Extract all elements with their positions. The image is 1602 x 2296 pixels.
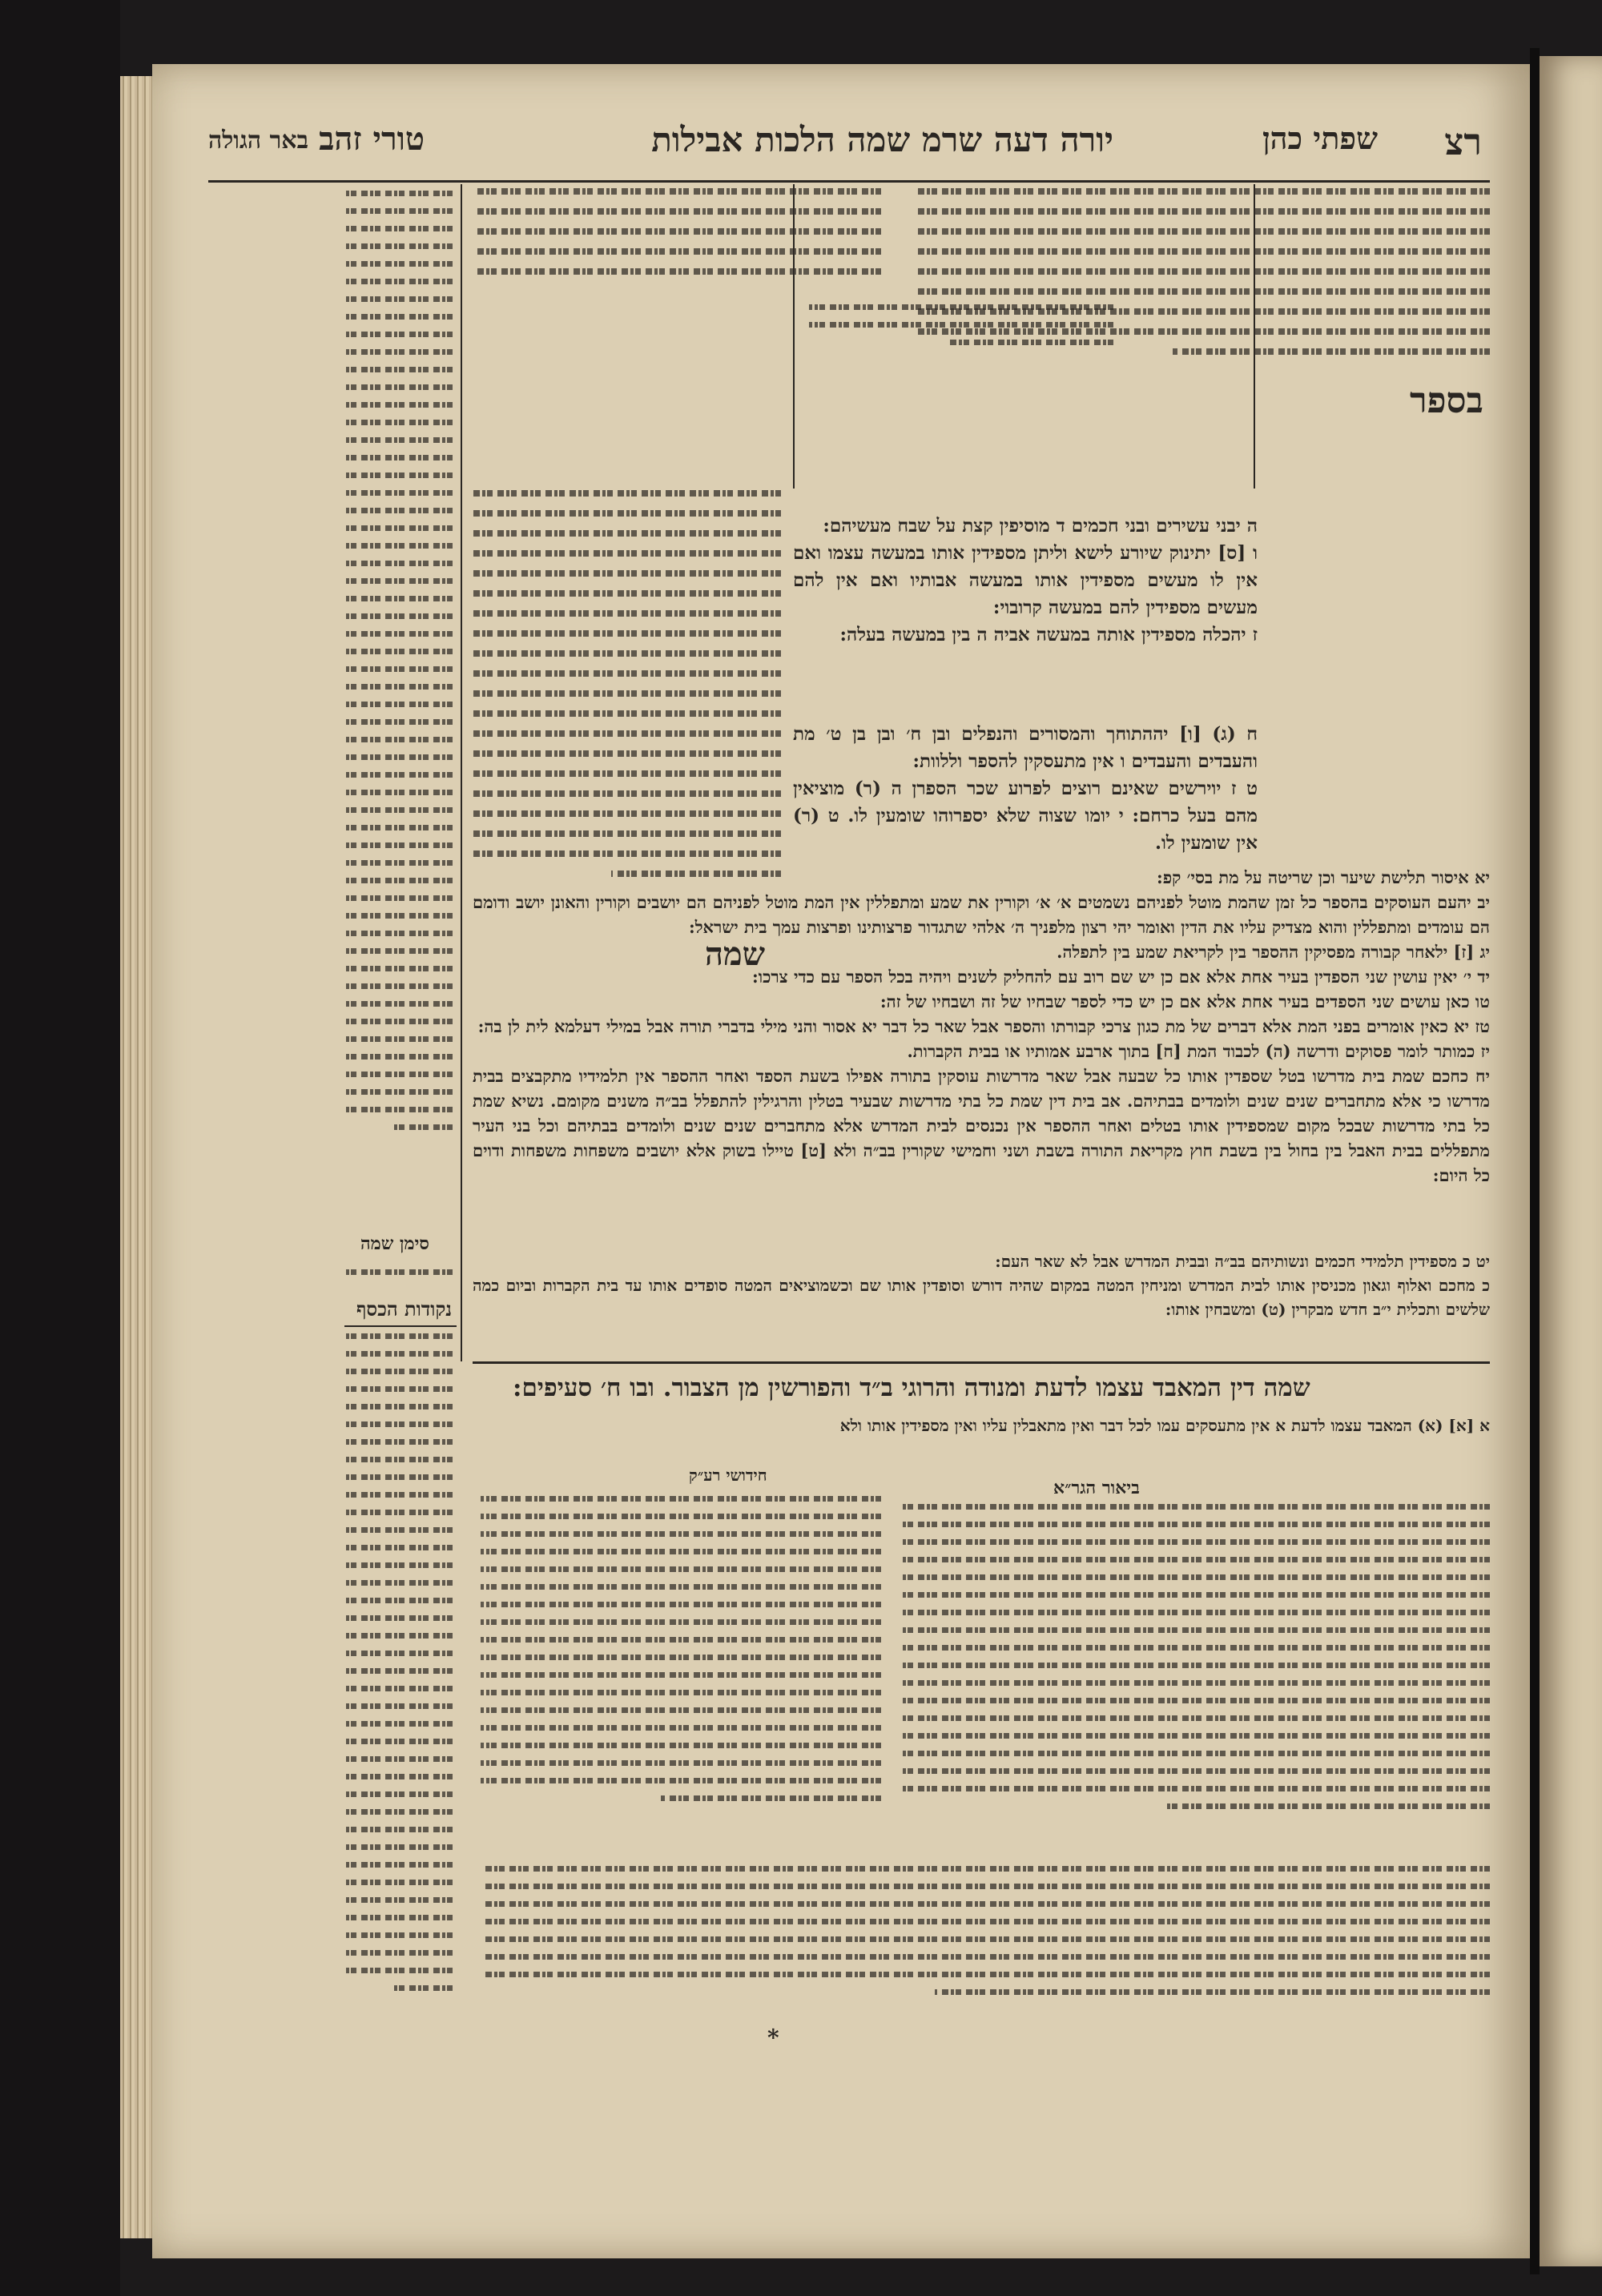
text-line xyxy=(344,1862,453,1868)
biur-hagra-text xyxy=(901,1504,1490,1821)
text-line xyxy=(344,860,453,866)
text-line xyxy=(344,790,453,795)
text-line xyxy=(344,1527,453,1533)
shach-siman-label: שמה xyxy=(705,935,766,973)
text-line xyxy=(344,1844,453,1850)
text-line xyxy=(393,1985,453,1991)
text-line xyxy=(344,1404,453,1409)
header-rule xyxy=(208,180,1490,183)
text-line xyxy=(473,650,781,657)
beer-hagolah-notes xyxy=(344,191,453,1142)
text-line xyxy=(344,983,453,989)
header-beer-hagolah: באר הגולה xyxy=(208,127,309,155)
text-line xyxy=(473,830,781,837)
asterisk-mark: * xyxy=(767,2025,779,2051)
text-line xyxy=(611,871,781,877)
text-line xyxy=(473,248,881,255)
text-line xyxy=(344,1668,453,1674)
text-line xyxy=(344,772,453,778)
text-line xyxy=(344,543,453,549)
main-paragraph: ח (ג) [ו] יההתוחך והמסורים והנפלים ובן ח׳ ובן בן ט׳ מת והעבדים והעבדים ו אין מתעסקין להספר וללוות: xyxy=(793,723,1258,772)
text-line xyxy=(901,1733,1490,1739)
text-line xyxy=(344,191,453,196)
text-line xyxy=(344,948,453,954)
text-line xyxy=(901,1522,1490,1527)
siman-first-line: א [א] (א) המאבד עצמו לדעת א אין מתעסקים עמו לכל דבר ואין מתאבלין עליו ואין מספידין אותו ולא xyxy=(839,1416,1490,1435)
text-line xyxy=(473,710,781,717)
siman-shemah-label: סימן שמה xyxy=(360,1233,429,1254)
text-line xyxy=(901,1768,1490,1774)
text-line xyxy=(809,322,1113,328)
text-line xyxy=(393,1124,453,1130)
text-line xyxy=(344,1545,453,1550)
text-line xyxy=(344,702,453,707)
text-line xyxy=(473,590,781,597)
text-line xyxy=(344,1932,453,1938)
main-paragraph: יז כמותר לומר פסוקים ודרשה (ה) לכבוד המת [ח] בתוך ארבע אמותיו או בבית הקברות. xyxy=(907,1041,1490,1061)
text-line xyxy=(344,1580,453,1586)
divider xyxy=(344,1325,457,1327)
text-line xyxy=(344,737,453,742)
text-line xyxy=(344,332,453,337)
text-line xyxy=(344,472,453,478)
text-line xyxy=(344,613,453,619)
text-line xyxy=(344,842,453,848)
text-line xyxy=(473,228,881,235)
text-line xyxy=(661,1795,881,1801)
shach-note xyxy=(809,304,1113,357)
text-line xyxy=(344,525,453,531)
text-line xyxy=(344,314,453,320)
text-line xyxy=(344,1880,453,1885)
main-opening-word: בספר xyxy=(1410,380,1483,421)
text-line xyxy=(481,1919,1490,1924)
text-line xyxy=(481,1619,881,1625)
main-paragraph: טז יא כאין אומרים בפני המת אלא דברים של מת כגון צרכי קבורתו והספר אבל שאר כל דבר יא אסור והני מילי בדברי תורה אבל במילי דעלמא לית לן בה: xyxy=(477,1016,1490,1036)
text-line xyxy=(344,1915,453,1920)
text-line xyxy=(344,1107,453,1112)
text-line xyxy=(481,1602,881,1607)
text-line xyxy=(473,208,881,215)
text-line xyxy=(344,296,453,302)
text-line xyxy=(344,279,453,284)
text-line xyxy=(473,550,781,557)
text-line xyxy=(473,570,781,577)
text-line xyxy=(344,1739,453,1744)
text-line xyxy=(344,1774,453,1779)
text-line xyxy=(344,807,453,813)
footnotes xyxy=(481,1866,1490,2007)
text-line xyxy=(344,1054,453,1060)
header-title: יורה דעה שרמ שמה הלכות אבילות xyxy=(651,120,1113,159)
text-line xyxy=(809,304,1113,310)
text-line xyxy=(344,226,453,231)
text-line xyxy=(481,1884,1490,1889)
text-line xyxy=(913,228,1490,235)
text-line xyxy=(473,510,781,517)
text-line xyxy=(344,966,453,971)
text-line xyxy=(344,913,453,919)
text-line xyxy=(946,340,1113,345)
text-line xyxy=(344,1421,453,1427)
text-line xyxy=(344,367,453,372)
text-line xyxy=(344,649,453,654)
text-line xyxy=(344,1633,453,1639)
chidushei-label: חידושי רע״ק xyxy=(689,1466,767,1485)
text-line xyxy=(901,1557,1490,1562)
page-edges xyxy=(120,76,152,2238)
text-line xyxy=(473,850,781,857)
siman-rule xyxy=(473,1361,1490,1364)
main-text-wide xyxy=(473,865,1490,1188)
text-line xyxy=(913,288,1490,295)
text-line xyxy=(481,1655,881,1660)
chidushei-rak-text xyxy=(481,1496,881,1813)
text-line xyxy=(913,188,1490,195)
text-line xyxy=(901,1663,1490,1668)
text-line xyxy=(344,561,453,566)
text-line xyxy=(344,1036,453,1042)
text-line xyxy=(481,1514,881,1519)
text-line xyxy=(481,1531,881,1537)
text-line xyxy=(481,1725,881,1731)
text-line xyxy=(481,1778,881,1783)
text-line xyxy=(344,243,453,249)
text-line xyxy=(473,730,781,737)
text-line xyxy=(481,1584,881,1590)
text-line xyxy=(344,1562,453,1568)
text-line xyxy=(481,1707,881,1713)
text-line xyxy=(344,1968,453,1973)
text-line xyxy=(473,750,781,757)
text-line xyxy=(901,1698,1490,1703)
main-text-upper-2 xyxy=(793,721,1258,857)
text-line xyxy=(344,931,453,936)
text-line xyxy=(344,1791,453,1797)
main-paragraph: יא איסור תלישת שיער וכן שריטה על מת בסי׳ קפ: xyxy=(1156,867,1490,887)
text-line xyxy=(344,1072,453,1077)
text-line xyxy=(344,1333,453,1339)
text-line xyxy=(901,1645,1490,1651)
text-line xyxy=(473,630,781,637)
main-paragraph: ט ז יוירשים שאינם רוצים לפרוע שכר הספרן ה (ר) מוציאין מהם בעל כרחם: י יומו שצוה שלא יספרוהו שומעין לו. ט (ר) אין שומעין לו. xyxy=(793,778,1258,854)
text-line xyxy=(344,1269,453,1275)
text-line xyxy=(344,1809,453,1815)
text-line xyxy=(901,1627,1490,1633)
text-line xyxy=(344,508,453,513)
text-line xyxy=(481,1549,881,1554)
text-line xyxy=(344,1510,453,1515)
text-line xyxy=(344,1089,453,1095)
main-text-upper xyxy=(793,513,1258,649)
text-line xyxy=(344,1615,453,1621)
text-line xyxy=(344,895,453,901)
text-line xyxy=(344,455,453,460)
header-taz: טורי זהב xyxy=(319,120,425,158)
siman-heading: שמה דין המאבד עצמו לדעת ומנודה והרוגי ב״ד והפורשין מן הצבור. ובו ח׳ סעיפים: xyxy=(513,1373,1310,1402)
text-line xyxy=(344,490,453,496)
text-line xyxy=(481,1637,881,1643)
text-line xyxy=(344,349,453,355)
text-line xyxy=(344,631,453,637)
text-line xyxy=(901,1610,1490,1615)
text-line xyxy=(473,810,781,817)
text-line xyxy=(344,1703,453,1709)
text-line xyxy=(344,878,453,883)
text-line xyxy=(344,578,453,584)
text-line xyxy=(473,690,781,697)
text-line xyxy=(344,666,453,672)
text-line xyxy=(481,1936,1490,1942)
text-line xyxy=(473,670,781,677)
text-line xyxy=(481,1866,1490,1872)
text-line xyxy=(473,268,881,275)
column-divider xyxy=(461,184,462,1361)
text-line xyxy=(1173,348,1490,355)
gutter xyxy=(1530,48,1540,2274)
main-paragraph: יב יהעם העוסקים בהספר כל זמן שהמת מוטל לפניהם נשמטים א׳ א׳ וקורין את שמע ומתפללין אין המת מוטל לפניהם הם יושבים וקורין והאונן יושב ודומם הם עומדים ומתפללין והוא מצדיק עליו את הדין ואומר יהי רצון מלפניך ה׳ אלהי שתגדור פרצותינו ופרצות עמך בית ישראל: xyxy=(473,892,1490,937)
main-paragraph: ה יבני עשירים ובני חכמים ד מוסיפין קצת על שבח מעשיהם: xyxy=(823,515,1258,537)
text-line xyxy=(344,719,453,725)
text-line xyxy=(473,770,781,777)
text-line xyxy=(473,790,781,797)
text-line xyxy=(901,1786,1490,1791)
text-line xyxy=(481,1954,1490,1960)
text-line xyxy=(344,754,453,760)
text-line xyxy=(344,1651,453,1656)
text-line xyxy=(344,1369,453,1374)
text-line xyxy=(481,1901,1490,1907)
text-line xyxy=(901,1680,1490,1686)
text-line xyxy=(473,610,781,617)
text-line xyxy=(344,1019,453,1024)
main-text-bottom xyxy=(473,1249,1490,1321)
main-paragraph: ו [ס] יתינוק שיורע לישא וליתן מספידין אותו במעשה עצמו ואם אין לו מעשים מספידין אותו במעשה אבותיו ואם אין להם מעשים מספידין להם במעשה קרובוי: xyxy=(793,542,1258,618)
text-line xyxy=(344,825,453,830)
text-line xyxy=(344,261,453,267)
text-line xyxy=(481,1972,1490,1977)
text-line xyxy=(913,248,1490,255)
text-line xyxy=(344,1457,453,1462)
shach-commentary-lower xyxy=(473,490,781,891)
text-line xyxy=(473,530,781,537)
text-line xyxy=(481,1566,881,1572)
text-line xyxy=(344,1950,453,1956)
text-line xyxy=(481,1672,881,1678)
biur-hagra-label: ביאור הגר״א xyxy=(1053,1478,1140,1498)
text-line xyxy=(344,1474,453,1480)
running-header xyxy=(208,120,1482,176)
text-line xyxy=(901,1592,1490,1598)
text-line xyxy=(481,1690,881,1695)
text-line xyxy=(344,1827,453,1832)
main-paragraph: ז יהכלה מספידין אותה במעשה אביה ה בין במעשה בעלה: xyxy=(839,624,1258,645)
text-line xyxy=(344,1351,453,1357)
text-line xyxy=(344,684,453,690)
text-line xyxy=(901,1504,1490,1510)
beer-hagolah-notes-2 xyxy=(344,1269,453,1287)
text-line xyxy=(344,208,453,214)
text-line xyxy=(935,1989,1490,1995)
nekudos-hakesef-text xyxy=(344,1333,453,2003)
text-line xyxy=(344,420,453,425)
text-line xyxy=(344,437,453,443)
text-line xyxy=(344,596,453,601)
text-line xyxy=(901,1715,1490,1721)
text-line xyxy=(913,268,1490,275)
text-line xyxy=(901,1574,1490,1580)
text-line xyxy=(344,402,453,408)
text-line xyxy=(344,1492,453,1498)
main-paragraph: יט כ מספידין תלמידי חכמים ונשותיהם בב״ה ובבית המדרש אבל לא שאר העם: xyxy=(995,1252,1490,1271)
text-line xyxy=(344,1897,453,1903)
text-line xyxy=(901,1751,1490,1756)
main-paragraph: יח כחכם שמת בית מדרשו בטל שספדין אותו כל שבעה אבל שאר מדרשות עוסקין בתורה אפילו בשעת הספד ואחר ההספר אין תלמידיו מתקבצים בבית מדרשו כי אלא מתחברים שנים שנים ולומדים בבתיהם. אב בית דין שמת כל בתי מדרשות שבעיר בטלין והרגילין להתפלל בב״ה משנים מקומם. נשיא שמת כל בתי מדרשות שבכל מקום שמספידין אותו בטלים ואחר ההספר אין נכנסים לבית המדרש אלא מתחברים שנים שנים ולומדים בבתיהם וכל בני העיר מתפללים בבית האבל בין בחול בין בשבת חוץ מקריאת התורה בשבת ושני וחמישי שקורין בב״ה ולא [ט] טיילו בשוק אלא יושבים משפחות משפחות ודוים כל היום: xyxy=(473,1066,1490,1185)
shach-commentary xyxy=(473,188,881,288)
header-shach: שפתי כהן xyxy=(1262,120,1378,156)
text-line xyxy=(344,1386,453,1392)
page-number: רצ xyxy=(1444,120,1482,163)
text-line xyxy=(1166,1803,1490,1809)
nekudos-hakesef-label: נקודות הכסף xyxy=(356,1297,453,1321)
text-line xyxy=(344,1439,453,1445)
text-line xyxy=(473,490,781,497)
text-line xyxy=(901,1539,1490,1545)
text-line xyxy=(344,384,453,390)
text-line xyxy=(481,1760,881,1766)
text-line xyxy=(913,208,1490,215)
next-page-edge xyxy=(1540,56,1602,2266)
text-line xyxy=(344,1686,453,1691)
text-line xyxy=(481,1496,881,1502)
book-binding xyxy=(0,0,120,2296)
text-line xyxy=(473,188,881,195)
main-paragraph: יג [ז] ילאחר קבורה מפסיקין ההספר בין לקריאת שמע בין לתפלה. xyxy=(1057,942,1490,962)
text-line xyxy=(344,1756,453,1762)
main-paragraph: יד י׳ יאין עושין שני הספדין בעיר אחת אלא אם כן יש שם רוב עם להחליק לשנים ויהיה בכל הספר עם כדי צרכו: xyxy=(751,967,1490,987)
text-line xyxy=(344,1721,453,1727)
text-line xyxy=(481,1743,881,1748)
main-paragraph: טו כאן עושים שני הספדים בעיר אחת אלא אם כן יש כדי לספר שבחיו של זה ושבחיו של זה: xyxy=(879,991,1490,1011)
text-line xyxy=(344,1001,453,1007)
text-line xyxy=(344,1598,453,1603)
main-paragraph: כ מחכם ואלוף וגאון מכניסין אותו לבית המדרש ומניחין המטה במקום שהיה דורש וסופדין אותו שם וכשמוציאים המטה סופדים אותו עד בית הקברות וביום כמה שלשים ותכלית י״ב חדש מבקרין (ט) ומשבחין אותו: xyxy=(473,1276,1490,1319)
